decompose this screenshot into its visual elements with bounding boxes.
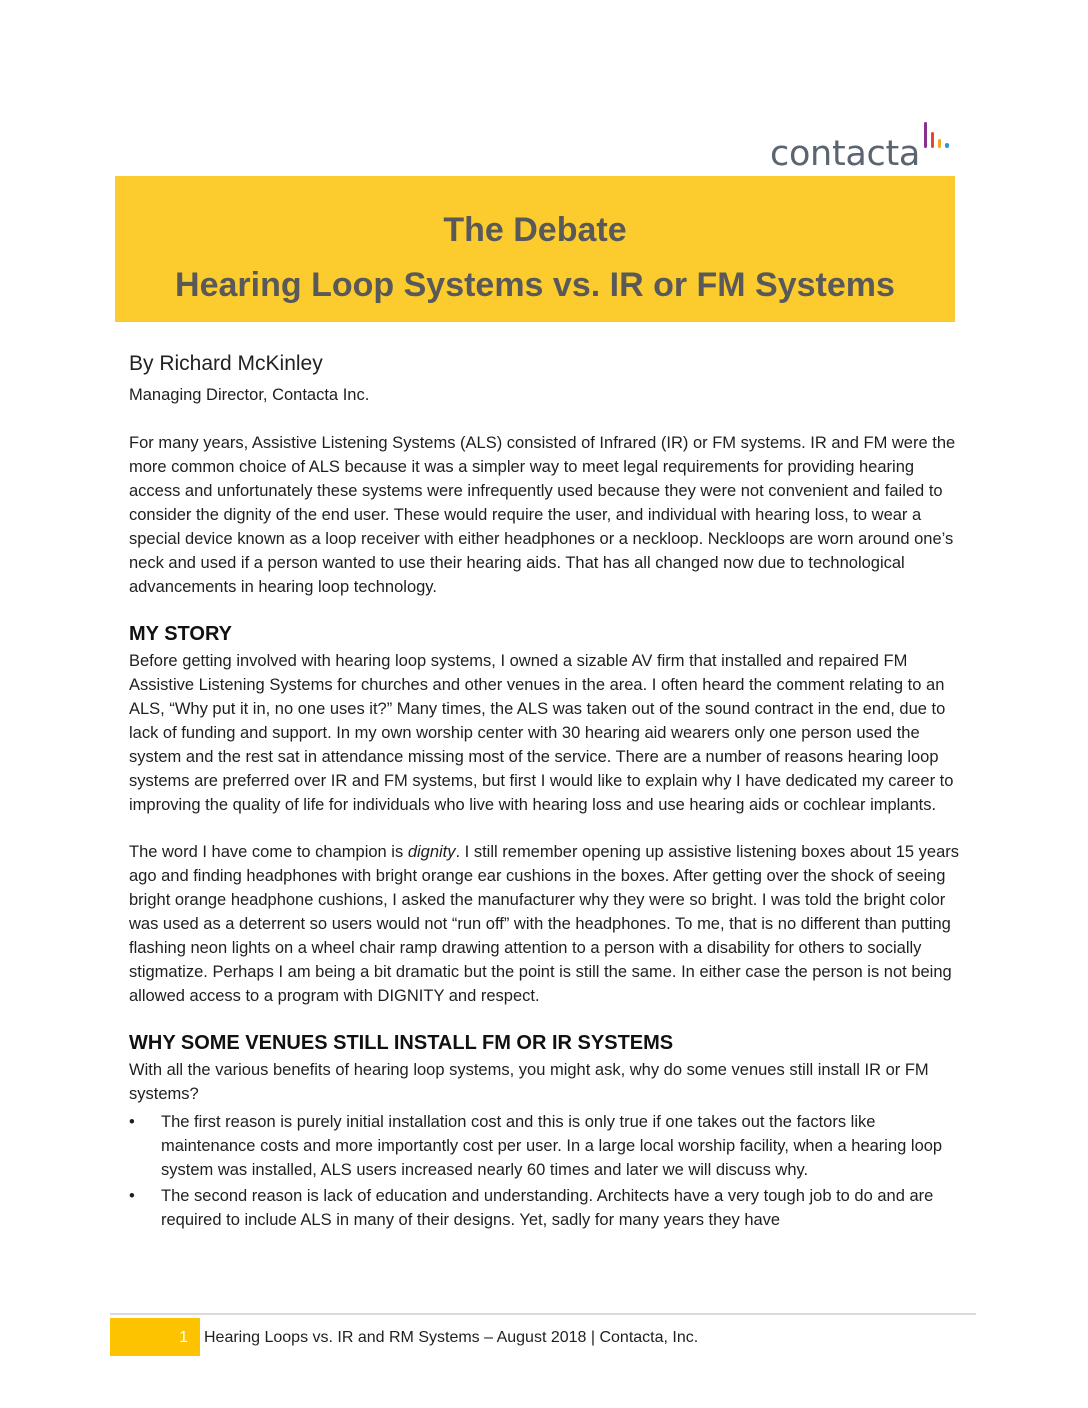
para2-emphasis-dignity: dignity: [407, 843, 456, 861]
list-item-text: The second reason is lack of education and understanding. Architects have a very tough job to do and are required to include ALS in many of their designs. Yet, sadly for many years they have: [161, 1187, 934, 1229]
logo-text: contacta: [770, 134, 921, 174]
footer-divider: [110, 1313, 976, 1315]
page-subtitle: Hearing Loop Systems vs. IR or FM Systems: [175, 266, 895, 304]
logo-bar-purple: [924, 122, 927, 148]
logo-bar-red: [931, 132, 934, 148]
bullet-icon: •: [129, 1187, 135, 1205]
bullet-icon: •: [129, 1113, 135, 1131]
my-story-heading: MY STORY: [129, 623, 232, 645]
logo-bar-blue: [945, 143, 949, 148]
title-banner: [115, 176, 955, 322]
my-story-paragraph-1: Before getting involved with hearing loop systems, I owned a sizable AV firm that installed and repaired FM Assistive Listening Systems for churches and other venues in the area. I often heard the comment relating to an ALS, “Why put it in, no one uses it?” Many times, the ALS was taken out of the sound contract in the end, due to lack of funding and support. In my own worship center with 30 hearing aid wearers only one person used the system and the rest sat in attendance missing most of the service. There are a number of reasons hearing loop systems are preferred over IR and FM systems, but first I would like to explain why I have dedicated my career to improving the quality of life for individuals who live with hearing loss and use hearing aids or cochlear implants.: [129, 652, 954, 814]
footer-text: Hearing Loops vs. IR and RM Systems – August 2018 | Contacta, Inc.: [204, 1329, 699, 1346]
author-byline: By Richard McKinley: [129, 352, 323, 375]
page-number: 1: [179, 1329, 188, 1346]
para2-text-after: . I still remember opening up assistive listening boxes about 15 years ago and finding headphones with bright orange ear cushions in the boxes. After getting over the shock of seeing bright orange headphone cushions, I asked the manufacturer why they were so bright. I was told the bright color was used as a deterrent so users would not “run off” with the headphones. To me, that is no different than putting flashing neon lights on a wheel chair ramp drawing attention to a person with a disability for others to socially stigmatize. Perhaps I am being a bit dramatic but the point is still the same. In either case the person is not being allowed access to a program with DIGNITY and respect.: [129, 843, 960, 1005]
list-item: [129, 1110, 963, 1182]
why-section-heading: WHY SOME VENUES STILL INSTALL FM OR IR SYSTEMS: [129, 1032, 674, 1054]
logo-bar-orange: [938, 139, 941, 148]
article-body: [129, 350, 963, 1234]
list-item: [129, 1184, 963, 1232]
contacta-logo: [770, 118, 960, 174]
para2-text-before: The word I have come to champion is: [129, 843, 408, 861]
reasons-list: [129, 1110, 963, 1232]
intro-paragraph: For many years, Assistive Listening Systems (ALS) consisted of Infrared (IR) or FM systems. IR and FM were the more common choice of ALS because it was a simpler way to meet legal requirements for providing hearing access and unfortunately these systems were infrequently used because they were not convenient and failed to consider the dignity of the end user. These would require the user, and individual with hearing loss, to wear a special device known as a loop receiver with either headphones or a neckloop. Neckloops are worn around one’s neck and used if a person wanted to use their hearing aids. That has all changed now due to technological advancements in hearing loop technology.: [129, 434, 956, 596]
list-item-text: The first reason is purely initial installation cost and this is only true if one takes out the factors like maintenance costs and more importantly cost per user. In a large local worship facility, when a hearing loop system was installed, ALS users increased nearly 60 times and later we will discuss why.: [161, 1113, 943, 1179]
page-title: The Debate: [443, 211, 627, 249]
contacta-bars-logo-icon: [923, 122, 953, 152]
why-section-intro: With all the various benefits of hearing loop systems, you might ask, why do some venues still install IR or FM systems?: [129, 1061, 929, 1103]
my-story-paragraph-2: [129, 840, 963, 1008]
author-role: Managing Director, Contacta Inc.: [129, 386, 370, 404]
